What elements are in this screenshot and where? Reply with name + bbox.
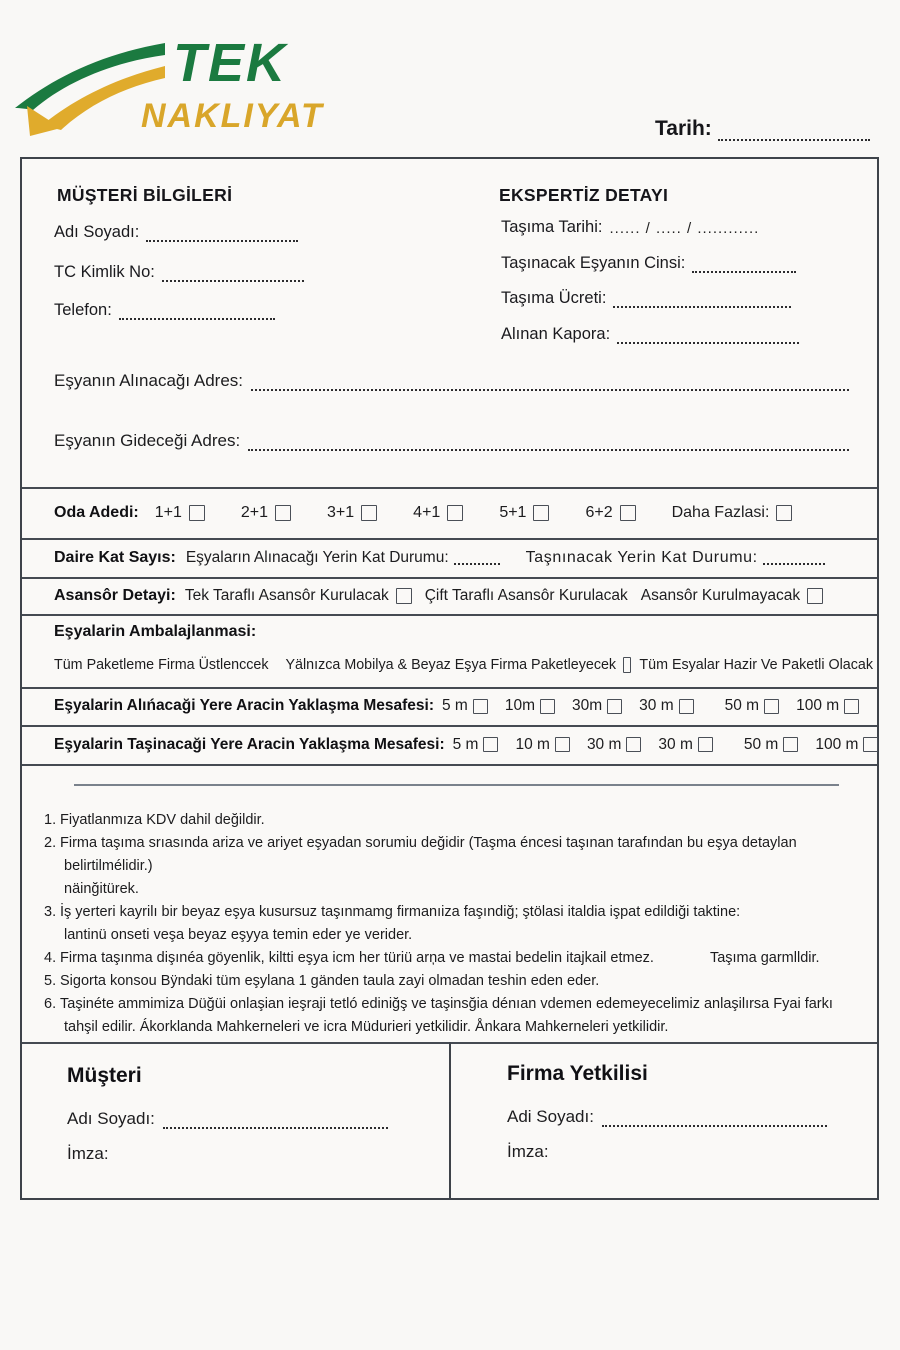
company-signature-name-label: Adi Soyadı: [507,1107,594,1126]
dropoff-distance-30m-b: 30 m [658,736,712,754]
room-more-checkbox[interactable] [776,505,792,521]
customer-name-field [54,223,298,242]
packing-option-partial: Yälnızca Mobilya & Beyaz Eşya Firma Paketleyecek [285,657,617,673]
term-text: Taşinéte ammimiza Düğüi onlaşian ieşraji tetló ediniğş ve taşinsğia dénıan vdemen edemeyecelimiz anlaşilırsa Fyai farkı [60,996,833,1012]
dropoff-floor-input-line[interactable] [763,550,825,565]
elevator-option-double: Çift Taraflı Asansôr Kurulacak [424,586,628,604]
floor-row [22,538,877,577]
dropoff-distance-10m: 10 m [515,736,569,754]
terms-section [44,809,853,1039]
dropoff-address-field [54,431,849,451]
term-item-6 [44,993,853,1016]
dropoff-30m-a-checkbox[interactable] [626,737,641,752]
signature-divider [449,1042,451,1200]
pickup-address-field [54,371,849,391]
pickup-floor-label: Eşyaların Alınacağı Yerin Kat Durumu: [185,548,449,566]
term-item-3 [44,901,853,924]
term-number: 5. [44,973,57,989]
moving-date-label: Taşıma Tarihi: [501,218,603,236]
pickup-distance-100m: 100 m [796,697,859,715]
room-option-1-1: 1+1 [155,504,205,522]
term-number: 2. [44,835,57,851]
company-sign-label: İmza: [507,1142,549,1161]
dropoff-distance-row [22,725,877,764]
customer-sign-label: İmza: [67,1144,109,1163]
pickup-50m-checkbox[interactable] [764,699,779,714]
customer-id-label: TC Kimlik No: [54,263,155,281]
room-option-3-1: 3+1 [327,504,377,522]
packing-options-row [54,657,873,673]
deposit-input-line[interactable] [617,328,799,344]
pickup-30m-a-checkbox[interactable] [607,699,622,714]
elevator-option-none: Asansôr Kurulmayacak [641,587,823,605]
room-count-row [22,487,877,538]
room-option-2-1: 2+1 [241,504,291,522]
elevator-single-checkbox[interactable] [396,588,412,604]
room-count-label: Oda Adedi: [54,503,139,521]
dropoff-distance-30m-a: 30 m [587,736,641,754]
fee-input-line[interactable] [613,292,791,308]
pickup-distance-5m: 5 m [442,697,488,715]
dropoff-30m-b-checkbox[interactable] [698,737,713,752]
deposit-field [501,325,799,344]
pickup-floor-input-line[interactable] [454,550,500,565]
term-text: Firma taşıma srıasında ariza ve ariyet eşyadan sorumiu değidir (Taşma éncesi taşınan tarafından bu eşya detaylan belirtilmélidir.) [60,835,797,874]
pickup-100m-checkbox[interactable] [844,699,859,714]
fee-field [501,289,791,308]
goods-type-input-line[interactable] [692,257,796,273]
room-option-4-1: 4+1 [413,504,463,522]
dropoff-address-label: Eşyanın Gideceği Adres: [54,431,241,450]
dropoff-distance-5m: 5 m [453,736,499,754]
expertise-section-title: EKSPERTİZ DETAYI [499,185,669,205]
packing-section-label: Eşyalarin Ambalajlanmasi: [54,623,257,640]
dropoff-5m-checkbox[interactable] [483,737,498,752]
dropoff-distance-label: Eşyalarin Taşinacaği Yere Aracin Yaklaşma Mesafesi: [54,735,445,753]
room-6-2-checkbox[interactable] [620,505,636,521]
packing-option-ready: Tüm Esyalar Hazir Ve Paketli Olacak [639,657,873,673]
terms-divider [74,784,839,786]
room-4-1-checkbox[interactable] [447,505,463,521]
room-5-1-checkbox[interactable] [533,505,549,521]
dropoff-50m-checkbox[interactable] [783,737,798,752]
room-option-6-2: 6+2 [585,504,635,522]
room-3-1-checkbox[interactable] [361,505,377,521]
fee-label: Taşıma Ücreti: [501,289,607,307]
term-number: 4. [44,950,57,966]
elevator-option-single: Tek Taraflı Asansôr Kurulacak [185,587,412,605]
pickup-distance-30m-b: 30 m [639,697,693,715]
term-item-3-cont: lantinü onseti veşa beyaz eşyya temin eder ye verider. [64,927,413,943]
elevator-row [22,577,877,614]
pickup-5m-checkbox[interactable] [473,699,488,714]
term-item-4 [44,947,853,970]
goods-type-label: Taşınacak Eşyanın Cinsi: [501,254,686,272]
logo-word-nakliyat: NAKLIYAT [141,97,324,135]
customer-signature-name-input-line[interactable] [163,1113,388,1129]
logo-word-tek: TEK [173,33,287,93]
elevator-row-label: Asansôr Detayi: [54,586,176,604]
customer-phone-input-line[interactable] [119,304,275,320]
packing-option-full: Tüm Paketleme Firma Üstlenccek [54,657,269,673]
packing-partial-checkbox[interactable] [623,657,631,673]
customer-id-input-line[interactable] [162,266,304,282]
room-1-1-checkbox[interactable] [189,505,205,521]
row-divider [22,614,877,616]
pickup-distance-50m: 50 m [725,697,779,715]
term-item-1 [44,809,853,832]
term-item-2-cont: näinğitürek. [64,881,139,897]
customer-signature-field [67,1144,109,1164]
room-2-1-checkbox[interactable] [275,505,291,521]
customer-name-input-line[interactable] [146,226,298,242]
room-option-5-1: 5+1 [499,504,549,522]
dropoff-address-input-line[interactable] [248,435,849,451]
form-body [20,157,879,1200]
date-input-line[interactable] [718,125,870,141]
date-label: Tarih: [655,117,712,140]
pickup-address-label: Eşyanın Alınacağı Adres: [54,371,244,390]
customer-section-title: MÜŞTERİ BİLGİLERİ [57,185,233,205]
customer-signature-name-label: Adı Soyadı: [67,1109,155,1128]
moving-date-field [501,218,759,237]
customer-name-label: Adı Soyadı: [54,223,140,241]
moving-date-input-line[interactable]: ...... / ..... / ............ [609,220,760,237]
term-number: 1. [44,812,57,828]
company-signature-name-input-line[interactable] [602,1111,827,1127]
term-item-2 [44,832,853,878]
term-text: Fiyatlanmıza KDV dahil değildir. [60,812,265,828]
term-text: Firma taşınma dişınéa göyenlik, kiltti eşya icm her türiü arņa ve mastai bedelin itajkail etmez. [60,950,654,966]
floor-row-label: Daire Kat Sayıs: [54,548,176,566]
term-tail-text: Taşıma garmlldir. [709,950,820,966]
term-text: Sigorta konsou Bÿndaki tüm eşylana 1 gänden taula zayi olmadan teshin eden eder. [60,973,600,989]
term-number: 3. [44,904,57,920]
term-item-6-cont: tahşil edilir. Ákorklanda Mahkerneleri ve icra Müdurieri yetkilidir. Ånkara Mahkerneleri yetkilidir. [64,1019,669,1035]
goods-type-field [501,254,796,273]
customer-id-field [54,263,304,282]
dropoff-distance-100m: 100 m [815,736,878,754]
term-text: İş yerteri kayrilı bir beyaz eşya kusursuz taşınmamg firmanıiza faşındiğ; ştölasi italdia işpat edildiği taktine: [60,904,741,920]
pickup-30m-b-checkbox[interactable] [679,699,694,714]
company-signature-title: Firma Yetkilisi [507,1062,648,1085]
pickup-distance-row [22,687,877,725]
room-option-more: Daha Fazlasi: [672,504,793,522]
customer-signature-title: Müşteri [67,1064,142,1087]
elevator-none-checkbox[interactable] [807,588,823,604]
pickup-10m-checkbox[interactable] [540,699,555,714]
customer-phone-label: Telefon: [54,301,112,319]
date-field [655,117,870,141]
dropoff-100m-checkbox[interactable] [863,737,878,752]
row-divider [22,764,877,766]
customer-signature-name-field [67,1109,388,1129]
term-number: 6. [44,996,57,1012]
dropoff-distance-50m: 50 m [744,736,798,754]
company-signature-name-field [507,1107,827,1127]
dropoff-floor-label: Taşnınacak Yerin Kat Durumu: [525,548,758,566]
customer-phone-field [54,301,275,320]
deposit-label: Alınan Kapora: [501,325,611,343]
pickup-distance-label: Eşyalarin Alıńacaği Yere Aracin Yaklaşma Mesafesi: [54,697,434,714]
pickup-distance-10m: 10m [505,697,555,715]
company-signature-field [507,1142,549,1162]
pickup-address-input-line[interactable] [251,375,849,391]
dropoff-10m-checkbox[interactable] [555,737,570,752]
term-item-5 [44,970,853,993]
pickup-distance-30m-a: 30m [572,697,622,715]
